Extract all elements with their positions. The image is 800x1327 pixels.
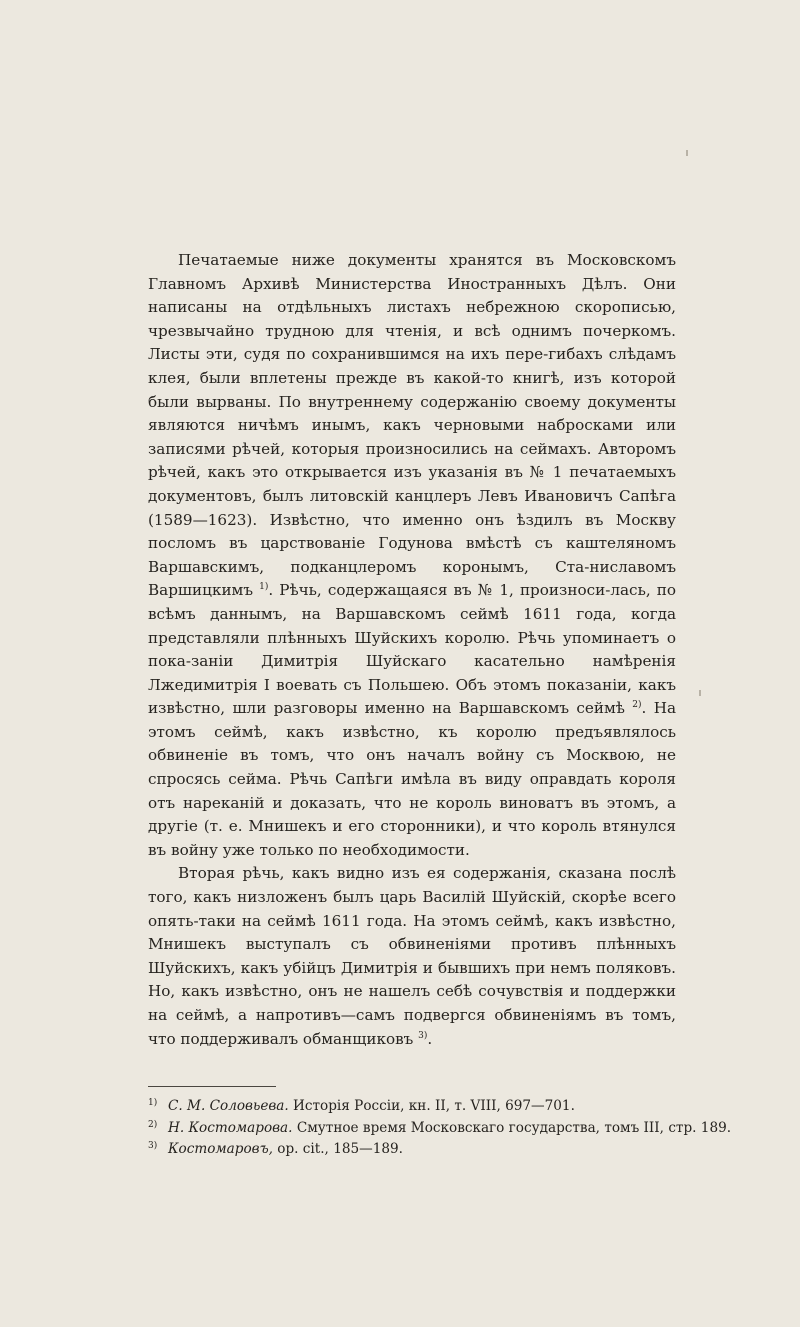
footnote-ref: 3) [418, 1030, 428, 1041]
paragraph-text: . Рѣчь, содержащаяся въ № 1, произноси-лась, по всѣмъ даннымъ, на Варшавскомъ сеймѣ 1611 года, когда представляли плѣнныхъ Шуйскихъ королю. Рѣчь упоминаетъ о пока-заніи Димитрія Шуйскаго касательно намѣренія Лжедимитрія I воевать съ Польшею. Объ этомъ показаніи, какъ извѣстно, шли разговоры именно на Варшавскомъ сеймѣ [148, 581, 676, 718]
footnote-text: Исторія Россіи, кн. II, т. VIII, 697—701. [288, 1098, 575, 1114]
paper-speck [686, 150, 688, 156]
paragraph-text: Вторая рѣчь, какъ видно изъ ея содержанія, сказана послѣ того, какъ низложенъ былъ царь Василій Шуйскій, скорѣе всего опять-таки на сеймѣ 1611 года. На этомъ сеймѣ, какъ извѣстно, Мнишекъ выступалъ съ обвиненіями противъ плѣнныхъ Шуйскихъ, какъ убійцъ Димитрія и бывшихъ при немъ поляковъ. Но, какъ извѣстно, онъ не нашелъ себѣ сочувствія и поддержки на сеймѣ, а напротивъ—самъ подвергся обвиненіямъ въ томъ, что поддерживалъ обманщиковъ [148, 864, 676, 1048]
footnote-text: Смутное время Московскаго государства, томъ III, стр. 189. [292, 1119, 732, 1136]
footnote-mark [148, 1139, 168, 1161]
paragraph-text: . На этомъ сеймѣ, какъ извѣстно, къ королю предъявлялось обвиненіе въ томъ, что онъ началъ войну съ Москвою, не спросясь сейма. Рѣчь Сапѣги имѣла въ виду оправдать короля отъ нареканій и доказать, что не король виноватъ въ этомъ, а другіе (т. е. Мнишекъ и его сторонники), и что король втянулся въ войну уже только по необходимости. [148, 699, 676, 859]
footnote [148, 1096, 708, 1118]
footnote-mark-label: 3) [148, 1141, 158, 1151]
footnote-ref: 1) [259, 582, 269, 593]
footnote [148, 1139, 708, 1161]
footnote-mark [148, 1096, 168, 1118]
paragraph-text: . [427, 1029, 433, 1048]
footnote-rule [148, 1086, 276, 1087]
footnote-author: Н. Костомарова. [168, 1119, 293, 1136]
footnote-ref: 2) [632, 700, 642, 711]
footnotes [148, 1096, 732, 1161]
footnote-mark-label: 2) [148, 1119, 158, 1130]
paragraph [148, 249, 676, 862]
footnote-text: op. cit., 185—189. [272, 1141, 403, 1157]
footnote-author: Костомаровъ, [168, 1141, 273, 1157]
footnote-mark [148, 1118, 168, 1140]
footnote-author: С. М. Соловьева. [168, 1098, 289, 1114]
paragraph-text: Печатаемые ниже документы хранятся въ Московскомъ Главномъ Архивѣ Министерства Иностранныхъ Дѣлъ. Они написаны на отдѣльныхъ листахъ небрежною скорописью, чрезвычайно трудною для чтенія, и всѣ однимъ почеркомъ. Листы эти, судя по сохранившимся на ихъ пере-гибахъ слѣдамъ клея, были вплетены прежде въ какой-то книгѣ, изъ которой были вырваны. По внутреннему содержанію своему документы являются ничѣмъ инымъ, какъ черновыми набросками или записями рѣчей, которыя произносились на сеймахъ. Авторомъ рѣчей, какъ это открывается изъ указанія въ № 1 печатаемыхъ документовъ, былъ литовскій канцлеръ Левъ Ивановичъ Сапѣга (1589—1623). Извѣстно, что именно онъ ѣздилъ въ Москву посломъ въ царствованіе Годунова вмѣстѣ съ каштеляномъ Варшавскимъ, подканцлеромъ коронымъ, Ста-ниславомъ Варшицкимъ [148, 251, 676, 600]
footnote-mark-label: 1) [148, 1098, 158, 1108]
body-text [148, 249, 676, 1051]
footnote [148, 1118, 732, 1140]
paragraph [148, 862, 676, 1051]
paper-speck [699, 690, 701, 696]
